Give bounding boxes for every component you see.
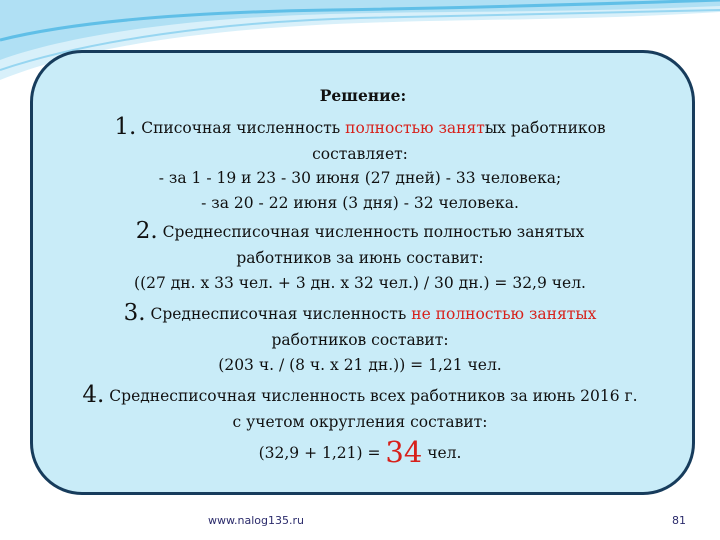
item-2-text: Среднесписочная численность полностью занятых <box>162 223 585 241</box>
item-3-highlight: не полностью занятых <box>411 305 597 323</box>
item-1-text-b: ых работников <box>484 119 606 137</box>
item-4-line-2: с учетом округления составит: <box>232 413 488 431</box>
item-1-highlight: полностью занят <box>345 119 485 137</box>
item-3-number: 3. <box>123 300 146 326</box>
item-3-line-2: работников составит: <box>271 331 449 349</box>
footer-url[interactable]: www.nalog135.ru <box>208 514 304 527</box>
item-1-text-a: Списочная численность <box>141 119 346 137</box>
item-4-result: 34 <box>385 435 423 469</box>
page-number: 81 <box>672 514 686 527</box>
item-4-text: Среднесписочная численность всех работников за июнь 2016 г. <box>109 387 638 405</box>
solution-heading: Решение: <box>319 86 407 105</box>
item-2-line-2: работников за июнь составит: <box>236 249 484 267</box>
item-4-number: 4. <box>82 382 105 408</box>
item-4-formula-b: чел. <box>422 444 462 462</box>
item-1-line-1 <box>0 114 720 140</box>
item-3-line-3: (203 ч. / (8 ч. х 21 дн.)) = 1,21 чел. <box>218 356 502 374</box>
item-1-line-4: - за 20 - 22 июня (3 дня) - 32 человека. <box>201 194 519 212</box>
item-1-number: 1. <box>114 114 137 140</box>
item-3-text-a: Среднесписочная численность <box>150 305 412 323</box>
item-1-line-3: - за 1 - 19 и 23 - 30 июня (27 дней) - 33 человека; <box>158 169 562 187</box>
item-1-line-2: составляет: <box>312 145 408 163</box>
item-3-line-1 <box>0 300 720 326</box>
item-4-line-3 <box>0 435 720 469</box>
item-4-line-1 <box>0 382 720 408</box>
item-2-number: 2. <box>135 218 158 244</box>
item-2-line-1 <box>0 218 720 244</box>
item-2-line-3: ((27 дн. х 33 чел. + 3 дн. х 32 чел.) / 30 дн.) = 32,9 чел. <box>134 274 586 292</box>
item-4-formula-a: (32,9 + 1,21) = <box>258 444 386 462</box>
